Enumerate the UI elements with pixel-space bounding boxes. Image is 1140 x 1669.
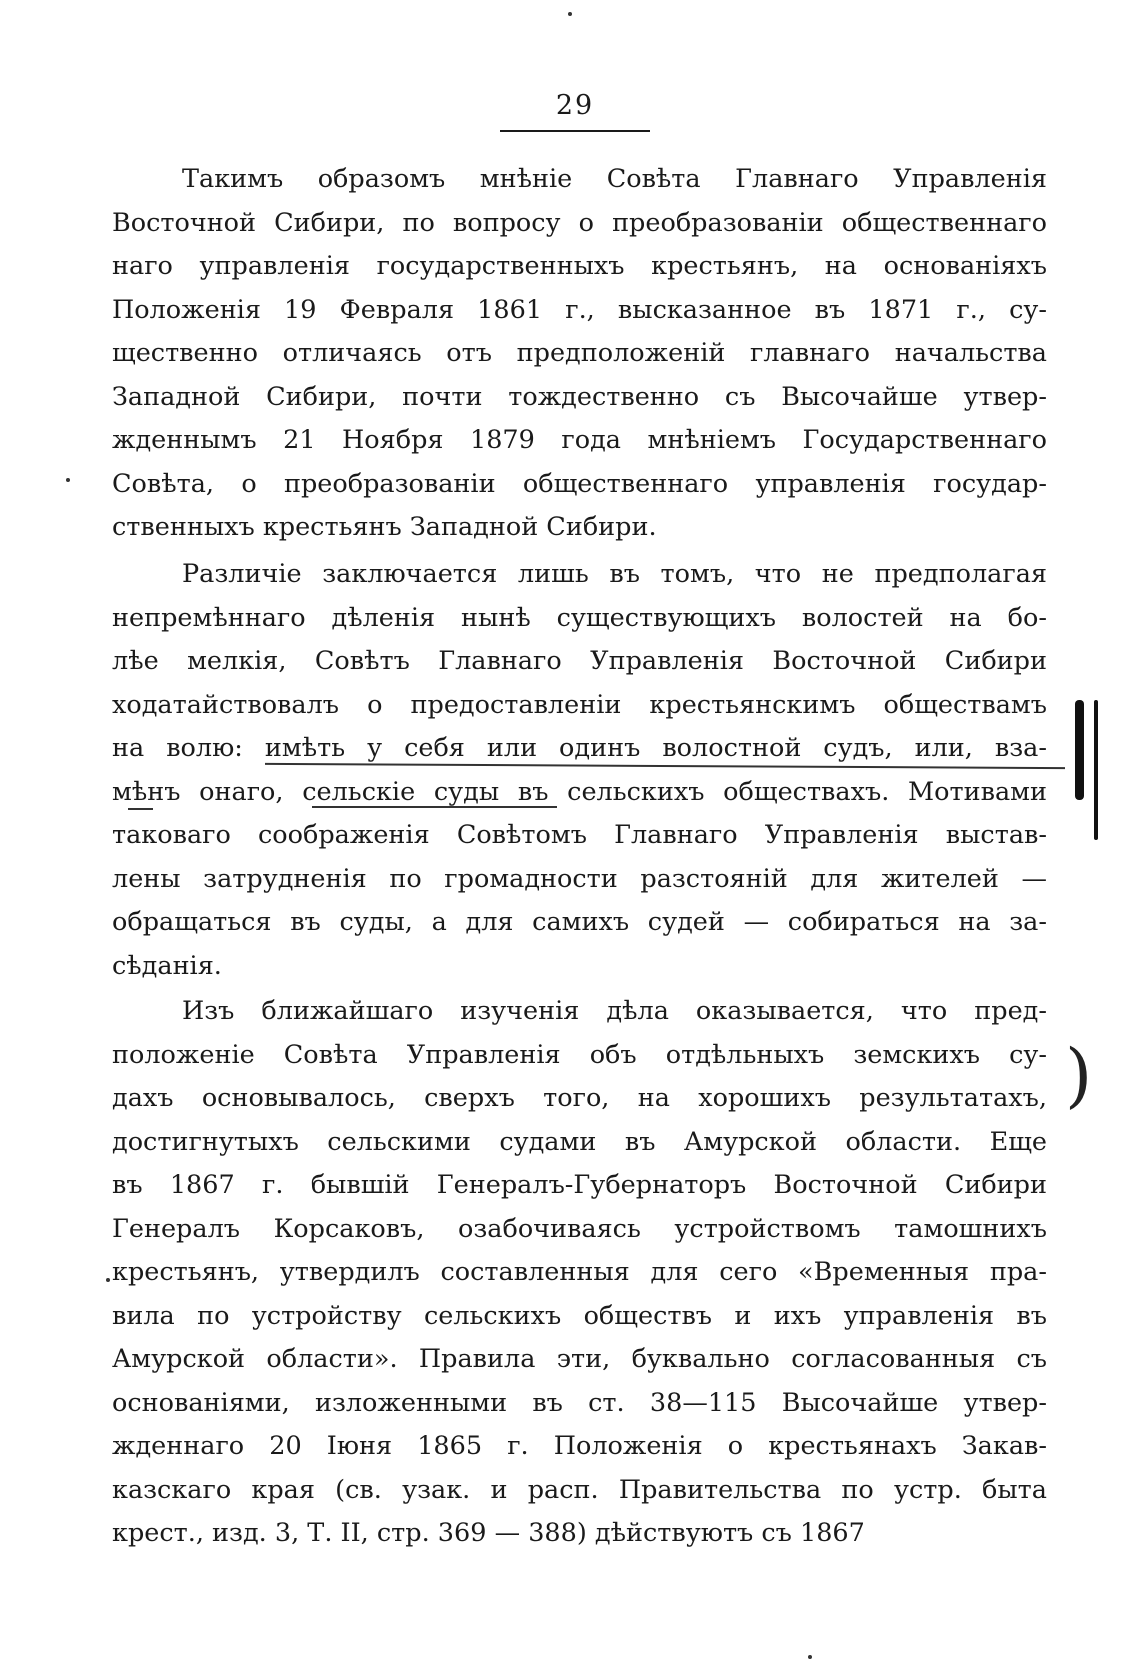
- text-line: Изъ ближайшаго изученія дѣла оказывается, что пред-: [182, 996, 1047, 1026]
- paragraph-2: [112, 553, 1047, 988]
- margin-bracket-mark: [1075, 700, 1084, 800]
- text-line: обращаться въ суды, а для самихъ судей — собираться на за-: [112, 907, 1047, 937]
- text-line: жденнымъ 21 Ноября 1879 года мнѣніемъ Государственнаго: [112, 425, 1047, 455]
- text-line: лены затрудненія по громадности разстояній для жителей —: [112, 863, 1047, 894]
- text-line: Совѣта, о преобразованіи общественнаго управленія государ-: [112, 468, 1047, 499]
- text-line: ственныхъ крестьянъ Западной Сибири.: [112, 512, 657, 542]
- margin-bracket-mark: [1094, 700, 1098, 840]
- paragraph-3: [112, 990, 1047, 1556]
- speck: [808, 1655, 812, 1659]
- text-line: Положенія 19 Февраля 1861 г., высказанное въ 1871 г., су-: [112, 294, 1047, 325]
- text-line: непремѣннаго дѣленія нынѣ существующихъ волостей на бо-: [112, 602, 1047, 633]
- text-line: достигнутыхъ сельскими судами въ Амурской области. Еще: [112, 1126, 1047, 1157]
- text-line: лѣе мелкія, Совѣтъ Главнаго Управленія Восточной Сибири: [112, 646, 1047, 676]
- text-line: мѣнъ онаго, сельскіе суды въ сельскихъ обществахъ. Мотивами: [112, 776, 1047, 807]
- text-line: основаніями, изложенными въ ст. 38—115 Высочайше утвер-: [112, 1387, 1047, 1418]
- text-line: крест., изд. 3, Т. II, стр. 369 — 388) дѣйствуютъ съ 1867: [112, 1518, 865, 1548]
- text-line: положеніе Совѣта Управленія объ отдѣльныхъ земскихъ су-: [112, 1039, 1047, 1070]
- text-line: таковаго соображенія Совѣтомъ Главнаго Управленія выстав-: [112, 820, 1047, 850]
- text-line: щественно отличаясь отъ предположеній главнаго начальства: [112, 338, 1047, 368]
- text-line: вила по устройству сельскихъ обществъ и ихъ управленія въ: [112, 1300, 1047, 1331]
- speck: [568, 12, 572, 16]
- text-line: крестьянъ, утвердилъ составленныя для сего «Временныя пра-: [112, 1257, 1047, 1287]
- text-line: Амурской области». Правила эти, буквально согласованныя съ: [112, 1344, 1047, 1374]
- text-line: жденнаго 20 Іюня 1865 г. Положенія о крестьянахъ Закав-: [112, 1431, 1047, 1461]
- text-line: наго управленія государственныхъ крестьянъ, на основаніяхъ: [112, 251, 1047, 281]
- speck: [66, 478, 70, 482]
- text-line: Западной Сибири, почти тождественно съ Высочайше утвер-: [112, 381, 1047, 412]
- text-line: Различіе заключается лишь въ томъ, что не предполагая: [182, 559, 1047, 589]
- text-line: дахъ основывалось, сверхъ того, на хорошихъ результатахъ,: [112, 1083, 1047, 1113]
- text-line: ходатайствовалъ о предоставленіи крестьянскимъ обществамъ: [112, 689, 1047, 720]
- pencil-underline: [312, 806, 557, 808]
- page-number: 29: [555, 90, 595, 121]
- text-line: сѣданія.: [112, 950, 222, 981]
- text-line: въ 1867 г. бывшій Генералъ-Губернаторъ Восточной Сибири: [112, 1170, 1047, 1200]
- text-line: казскаго края (св. узак. и расп. Правительства по устр. быта: [112, 1474, 1047, 1505]
- text-line: Такимъ образомъ мнѣніе Совѣта Главнаго Управленія: [182, 164, 1047, 194]
- paragraph-1: [112, 158, 1047, 550]
- text-line: Генералъ Корсаковъ, озабочиваясь устройствомъ тамошнихъ: [112, 1213, 1047, 1244]
- page-number-rule: [500, 130, 650, 132]
- text-line: на волю: имѣть у себя или одинъ волостной судъ, или, вза-: [112, 733, 1047, 763]
- margin-paren-mark: ): [1065, 1034, 1093, 1116]
- speck: [106, 1278, 110, 1282]
- pencil-underline: [128, 808, 153, 810]
- text-line: Восточной Сибири, по вопросу о преобразованіи общественнаго: [112, 207, 1047, 238]
